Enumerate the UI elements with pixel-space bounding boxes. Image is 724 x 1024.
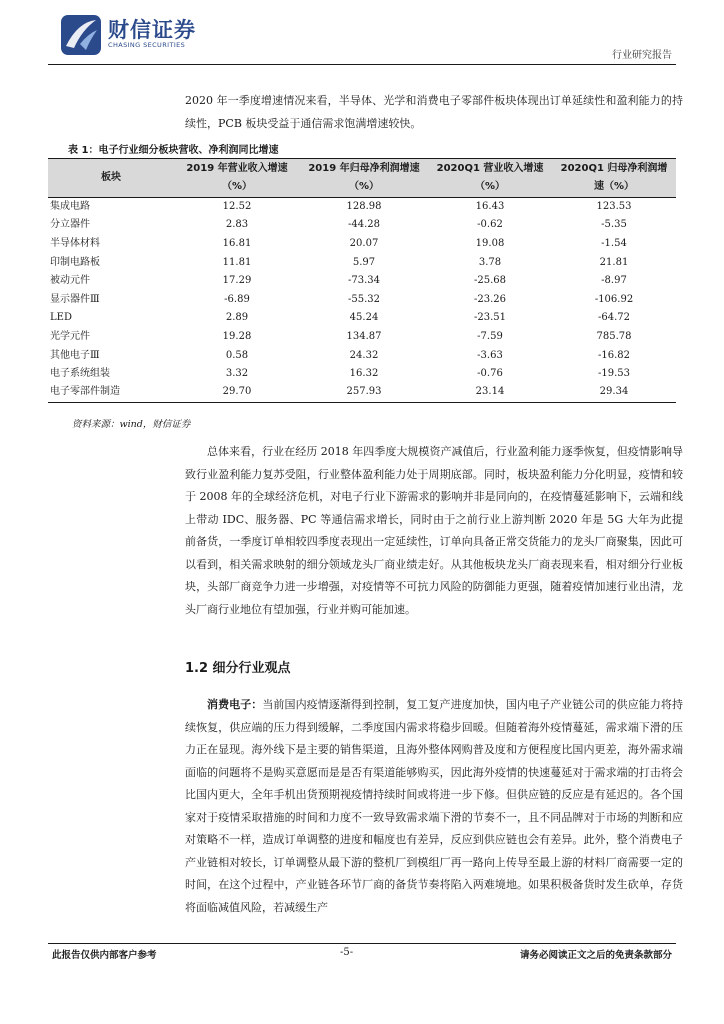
page-number: -5-: [340, 947, 354, 958]
segment-name: 电子系统组装: [50, 368, 110, 380]
cell-value: -7.59: [477, 330, 503, 342]
table-row: [48, 235, 676, 254]
cell-value: -0.76: [477, 368, 503, 380]
cell-value: 3.78: [478, 256, 502, 268]
brand-name-english: CHASING SECURITIES: [108, 41, 186, 49]
table-row: [48, 253, 676, 272]
table-row: [48, 290, 676, 309]
column-header: 2019 年营业收入增速（%）: [174, 159, 300, 198]
segment-name: 被动元件: [50, 275, 90, 287]
cell-value: 19.28: [222, 330, 252, 342]
cell-value: -1.54: [601, 237, 627, 249]
cell-value: -5.35: [601, 219, 627, 231]
footer-disclaimer-left: 此报告仅供内部客户参考: [52, 950, 157, 961]
intro-paragraph: 2020 年一季度增速情况来看，半导体、光学和消费电子零部件板块体现出订单延续性和盈利能力的持续性，PCB 板块受益于通信需求饱满增速较快。: [185, 94, 683, 130]
table-caption: 表 1：电子行业细分板块营收、净利润同比增速: [68, 145, 279, 156]
table-source-note: 资料来源：wind，财信证券: [72, 419, 191, 430]
cell-value: -64.72: [597, 312, 630, 324]
cell-value: -19.53: [597, 368, 630, 380]
table-row: [48, 383, 676, 402]
segment-name: LED: [50, 312, 72, 324]
segment-name: 电子零部件制造: [48, 383, 174, 402]
cell-value: -3.63: [477, 349, 503, 361]
column-header: 2020Q1 营业收入增速（%）: [428, 159, 552, 198]
cell-value: 24.32: [349, 349, 379, 361]
cell-value: -8.97: [601, 275, 627, 287]
footer-divider: [48, 943, 676, 944]
table-row: [48, 328, 676, 347]
consumer-electronics-paragraph: [185, 694, 683, 919]
cell-value: 16.43: [475, 201, 505, 213]
table-row: [48, 365, 676, 384]
summary-paragraph: 总体来看，行业在经历 2018 年四季度大规模资产减值后，行业盈利能力逐季恢复，但疫情影响导致行业盈利能力复苏受阻，行业整体盈利能力处于周期底部。同时，板块盈利能力分化明显，疫情和较于 2008 年的全球经济危机，对电子行业下游需求的影响并非是同向的，在疫情蔓延影响下，云端和线上带动 IDC、服务器、PC 等通信需求增长，同时由于之前行业上游判断 2020 年是 5G 大年为此提前备货，一季度订单相较四季度表现出一定延续性，订单向具备正常交货能力的龙头厂商聚集，因此可以看到，相关需求映射的细分领域龙头厂商业绩走好。从其他板块龙头厂商表现来看，相对细分行业板块，头部厂商竞争力进一步增强，对疫情等不可抗力风险的防御能力更强，随着疫情加速行业出清，龙头厂商行业地位有望加强，行业并购可能加速。: [185, 445, 683, 616]
cell-value: 3.32: [225, 368, 249, 380]
cell-value: -0.62: [477, 219, 503, 231]
cell-value: -23.51: [473, 312, 506, 324]
column-header: 板块: [48, 159, 174, 198]
cell-value: -6.89: [224, 293, 250, 305]
cell-value: 2.89: [225, 312, 249, 324]
cell-value: 19.08: [475, 237, 505, 249]
report-type-label: 行业研究报告: [612, 50, 672, 61]
consumer-electronics-text: 当前国内疫情逐渐得到控制，复工复产进度加快，国内电子产业链公司的供应能力将持续恢复，供应端的压力得到缓解，二季度国内需求将稳步回暖。但随着海外疫情蔓延，需求端下滑的压力正在显现。海外线下是主要的销售渠道，且海外整体网购普及度和方便程度比国内更差，海外需求端面临的问题将不是购买意愿而是是否有渠道能够购买，因此海外疫情的快速蔓延对于需求端的打击将会比国内更大，全年手机出货预期视疫情持续时间或将进一步下修。但供应链的反应是有延迟的。各个国家对于疫情采取措施的时间和力度不一致导致需求端下滑的节奏不一，且不同品牌对于市场的判断和应对策略不一样，造成订单调整的进度和幅度也有差异，反应到供应链也会有差异。此外，整个消费电子产业链相对较长，订单调整从最下游的整机厂到模组厂再一路向上传导至最上游的材料厂商需要一定的时间，在这个过程中，产业链各环节厂商的备货节奏将陷入两难境地。如果积极备货时发生砍单，存货将面临减值风险，若减缓生产: [185, 698, 683, 914]
consumer-electronics-label: 消费电子：: [207, 698, 263, 711]
cell-value: 21.81: [599, 256, 629, 268]
cell-value: 16.32: [349, 368, 379, 380]
table-row: [48, 272, 676, 291]
cell-value: 16.81: [222, 237, 252, 249]
chasing-securities-logo-icon: [60, 14, 102, 56]
cell-value: 2.83: [225, 219, 249, 231]
cell-value: 29.34: [552, 383, 676, 402]
cell-value: -55.32: [347, 293, 380, 305]
segment-name: 分立器件: [50, 219, 90, 231]
cell-value: 45.24: [349, 312, 379, 324]
industry-growth-table: [48, 158, 676, 403]
cell-value: 11.81: [222, 256, 252, 268]
cell-value: 20.07: [349, 237, 379, 249]
column-header: 2020Q1 归母净利润增速（%）: [552, 159, 676, 198]
segment-name: 半导体材料: [50, 237, 100, 249]
cell-value: 17.29: [222, 275, 252, 287]
footer-disclaimer-right: 请务必阅读正文之后的免责条款部分: [519, 950, 672, 961]
cell-value: 123.53: [596, 201, 632, 213]
cell-value: 5.97: [352, 256, 376, 268]
segment-name: 印制电路板: [50, 256, 100, 268]
table-row: [48, 309, 676, 328]
cell-value: -106.92: [594, 293, 634, 305]
table-header-row: [48, 159, 676, 198]
cell-value: -16.82: [597, 349, 630, 361]
cell-value: -73.34: [347, 275, 380, 287]
brand-name: 财信证券: [108, 18, 196, 42]
cell-value: -25.68: [473, 275, 506, 287]
cell-value: -23.26: [473, 293, 506, 305]
cell-value: 12.52: [222, 201, 252, 213]
cell-value: 0.58: [225, 349, 249, 361]
page-header: [0, 0, 724, 70]
table-row: [48, 198, 676, 217]
cell-value: 134.87: [346, 330, 382, 342]
column-header: 2019 年归母净利润增速（%）: [300, 159, 428, 198]
cell-value: 128.98: [346, 201, 382, 213]
cell-value: 785.78: [596, 330, 632, 342]
table-row: [48, 346, 676, 365]
section-heading: 1.2 细分行业观点: [185, 661, 291, 676]
table-row: [48, 216, 676, 235]
segment-name: 集成电路: [50, 201, 90, 213]
header-divider: [48, 64, 676, 65]
segment-name: 光学元件: [50, 330, 90, 342]
cell-value: 23.14: [428, 383, 552, 402]
cell-value: -44.28: [347, 219, 380, 231]
segment-name: 显示器件Ⅲ: [50, 293, 100, 305]
segment-name: 其他电子Ⅲ: [50, 349, 100, 361]
cell-value: 29.70: [174, 383, 300, 402]
cell-value: 257.93: [300, 383, 428, 402]
